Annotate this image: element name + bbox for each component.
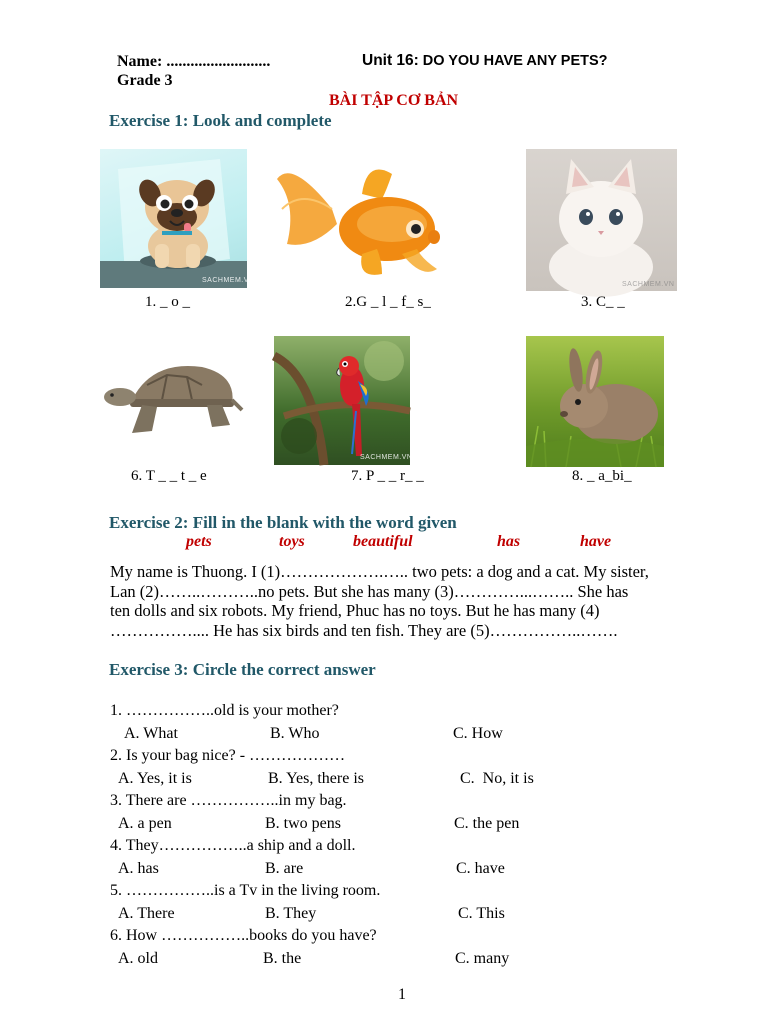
page-subtitle: BÀI TẬP CƠ BẢN — [329, 92, 459, 109]
word-option-toys: toys — [279, 533, 305, 550]
question-text: 1. ……………..old is your mother? — [110, 702, 339, 719]
tortoise-image — [102, 355, 247, 440]
unit-title: DO YOU HAVE ANY PETS? — [422, 53, 608, 69]
paragraph-line: ten dolls and six robots. My friend, Phuc has no toys. But he has many (4) — [110, 601, 600, 620]
word-option-pets: pets — [186, 533, 212, 550]
caption-3: 3. C_ _ — [581, 294, 625, 310]
answer-option-a[interactable]: A. a pen — [118, 815, 172, 832]
paragraph-line: …………….... He has six birds and ten fish. They are (5)……………..……. — [110, 621, 618, 640]
answer-option-a[interactable]: A. There — [118, 905, 175, 922]
question-text: 2. Is your bag nice? - ……………… — [110, 747, 346, 764]
exercise-3-title: Exercise 3: Circle the correct answer — [109, 660, 376, 679]
answer-option-b[interactable]: B. Yes, there is — [268, 770, 365, 787]
answer-option-c[interactable]: C. many — [455, 950, 510, 967]
word-option-beautiful: beautiful — [353, 533, 413, 550]
goldfish-image — [272, 149, 452, 284]
question-text: 4. They……………..a ship and a doll. — [110, 837, 356, 854]
caption-2: 2.G _ l _ f_ s_ — [345, 294, 431, 310]
answer-option-c[interactable]: C. How — [453, 725, 503, 742]
watermark: SACHMEM.VN — [622, 281, 675, 288]
answer-option-b[interactable]: B. the — [263, 950, 302, 967]
paragraph-line: Lan (2)……..………..no pets. But she has many (3)…………...…….. She has — [110, 582, 629, 601]
answer-option-c[interactable]: C. No, it is — [460, 770, 534, 787]
question-text: 6. How ……………..books do you have? — [110, 927, 377, 944]
question-text: 3. There are ……………..in my bag. — [110, 792, 347, 809]
answer-option-a[interactable]: A. old — [118, 950, 158, 967]
rabbit-image — [526, 336, 664, 467]
answer-option-a[interactable]: A. What — [124, 725, 178, 742]
answer-option-a[interactable]: A. Yes, it is — [118, 770, 192, 787]
caption-1: 1. _ o _ — [145, 294, 190, 310]
parrot-image — [274, 336, 413, 465]
white-kitten-image — [526, 149, 677, 291]
answer-option-b[interactable]: B. two pens — [265, 815, 341, 832]
exercise-2-title: Exercise 2: Fill in the blank with the word given — [109, 513, 457, 532]
caption-8: 8. _ a_bi_ — [572, 468, 632, 484]
unit-label: Unit 16: — [362, 52, 419, 69]
word-option-has: has — [497, 533, 521, 550]
question-text: 5. ……………..is a Tv in the living room. — [110, 882, 381, 899]
caption-7: 7. P _ _ r_ _ — [351, 468, 424, 484]
pug-dog-image — [100, 149, 255, 288]
answer-option-c[interactable]: C. have — [456, 860, 505, 877]
answer-option-b[interactable]: B. They — [265, 905, 317, 922]
answer-option-a[interactable]: A. has — [118, 860, 159, 877]
answer-option-c[interactable]: C. the pen — [454, 815, 520, 832]
word-option-have: have — [580, 533, 612, 550]
answer-option-b[interactable]: B. are — [265, 860, 304, 877]
name-field-label: Name: .......................... — [117, 53, 271, 70]
exercise-1-title: Exercise 1: Look and complete — [109, 111, 332, 130]
grade-label: Grade 3 — [117, 72, 173, 89]
unit-heading — [362, 52, 608, 70]
answer-option-b[interactable]: B. Who — [270, 725, 320, 742]
watermark: SACHMEM.VN — [202, 277, 255, 284]
caption-6: 6. T _ _ t _ e — [131, 468, 207, 484]
page-number: 1 — [398, 986, 406, 1003]
paragraph-line: My name is Thuong. I (1)……………….….. two pets: a dog and a cat. My sister, — [110, 562, 649, 581]
answer-option-c[interactable]: C. This — [458, 905, 505, 922]
watermark: SACHMEM.VN — [360, 454, 413, 461]
